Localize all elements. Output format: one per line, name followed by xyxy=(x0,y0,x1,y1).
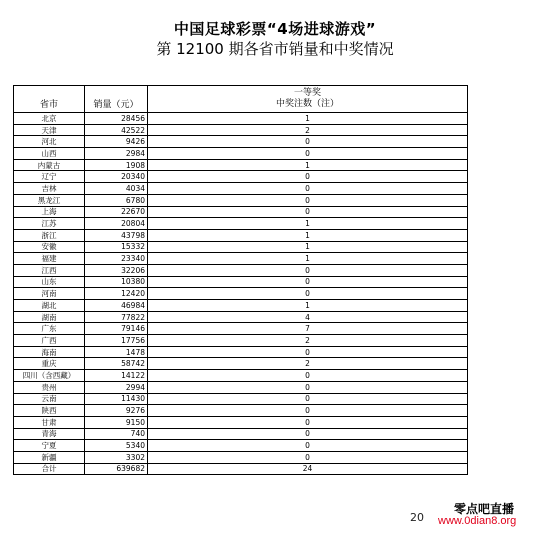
sales-table-body xyxy=(14,86,468,475)
sales-cell: 79146 xyxy=(85,323,148,335)
table-row xyxy=(14,124,468,136)
table-row xyxy=(14,183,468,195)
province-cell: 广东 xyxy=(14,323,85,335)
province-cell: 湖南 xyxy=(14,311,85,323)
table-row xyxy=(14,381,468,393)
table-row xyxy=(14,264,468,276)
province-cell: 河南 xyxy=(14,288,85,300)
winners-cell: 0 xyxy=(148,264,468,276)
table-row xyxy=(14,370,468,382)
sales-cell: 12420 xyxy=(85,288,148,300)
winners-cell: 0 xyxy=(148,171,468,183)
sales-cell: 28456 xyxy=(85,113,148,125)
province-cell: 广西 xyxy=(14,335,85,347)
table-row xyxy=(14,136,468,148)
watermark-site-name: 零点吧直播 xyxy=(454,502,515,516)
province-cell: 浙江 xyxy=(14,229,85,241)
winners-cell: 0 xyxy=(148,346,468,358)
sales-cell: 1478 xyxy=(85,346,148,358)
table-row xyxy=(14,346,468,358)
table-row xyxy=(14,206,468,218)
table-row xyxy=(14,428,468,440)
table-row xyxy=(14,159,468,171)
winners-cell: 4 xyxy=(148,311,468,323)
sales-cell: 9276 xyxy=(85,405,148,417)
header-prize-level: 一等奖 xyxy=(293,88,321,98)
province-cell: 吉林 xyxy=(14,183,85,195)
province-cell: 河北 xyxy=(14,136,85,148)
winners-cell: 1 xyxy=(148,241,468,253)
table-row xyxy=(14,311,468,323)
winners-cell: 0 xyxy=(148,428,468,440)
table-row xyxy=(14,276,468,288)
sales-cell: 11430 xyxy=(85,393,148,405)
province-cell: 辽宁 xyxy=(14,171,85,183)
winners-cell: 0 xyxy=(148,206,468,218)
province-cell: 湖北 xyxy=(14,300,85,312)
winners-cell: 0 xyxy=(148,393,468,405)
sales-table xyxy=(13,85,468,475)
sales-cell: 20804 xyxy=(85,218,148,230)
winners-cell: 0 xyxy=(148,136,468,148)
sales-cell: 42522 xyxy=(85,124,148,136)
sales-cell: 6780 xyxy=(85,194,148,206)
sales-cell: 22670 xyxy=(85,206,148,218)
table-row xyxy=(14,416,468,428)
sales-cell: 3302 xyxy=(85,451,148,463)
table-row xyxy=(14,323,468,335)
page-subtitle: 第 12100 期各省市销量和中奖情况 xyxy=(156,40,394,58)
province-cell: 四川（含西藏） xyxy=(14,370,85,382)
table-row xyxy=(14,335,468,347)
sales-cell: 15332 xyxy=(85,241,148,253)
winners-cell: 1 xyxy=(148,159,468,171)
province-cell: 黑龙江 xyxy=(14,194,85,206)
winners-cell: 2 xyxy=(148,358,468,370)
province-cell: 北京 xyxy=(14,113,85,125)
winners-cell: 1 xyxy=(148,300,468,312)
province-cell: 上海 xyxy=(14,206,85,218)
sales-cell: 740 xyxy=(85,428,148,440)
sales-cell: 2994 xyxy=(85,381,148,393)
winners-cell: 0 xyxy=(148,276,468,288)
province-cell: 重庆 xyxy=(14,358,85,370)
winners-cell: 0 xyxy=(148,440,468,452)
sales-cell: 9426 xyxy=(85,136,148,148)
province-cell: 福建 xyxy=(14,253,85,265)
winners-cell: 0 xyxy=(148,194,468,206)
winners-cell: 0 xyxy=(148,183,468,195)
sales-cell: 43798 xyxy=(85,229,148,241)
table-row xyxy=(14,405,468,417)
province-cell: 宁夏 xyxy=(14,440,85,452)
winners-cell: 0 xyxy=(148,288,468,300)
sales-cell: 32206 xyxy=(85,264,148,276)
table-row xyxy=(14,253,468,265)
province-cell: 江苏 xyxy=(14,218,85,230)
province-cell: 内蒙古 xyxy=(14,159,85,171)
winners-cell: 1 xyxy=(148,253,468,265)
table-row xyxy=(14,393,468,405)
winners-cell: 2 xyxy=(148,335,468,347)
winners-cell: 0 xyxy=(148,148,468,160)
sales-cell: 20340 xyxy=(85,171,148,183)
province-cell: 云南 xyxy=(14,393,85,405)
sales-cell: 4034 xyxy=(85,183,148,195)
table-row xyxy=(14,241,468,253)
sales-cell: 58742 xyxy=(85,358,148,370)
winners-cell: 0 xyxy=(148,405,468,417)
table-row xyxy=(14,463,468,475)
sales-cell: 10380 xyxy=(85,276,148,288)
province-cell: 山西 xyxy=(14,148,85,160)
sales-cell: 5340 xyxy=(85,440,148,452)
page-title: 中国足球彩票“4场进球游戏” xyxy=(173,20,377,38)
sales-cell: 639682 xyxy=(85,463,148,475)
winners-cell: 1 xyxy=(148,229,468,241)
table-row xyxy=(14,300,468,312)
sales-cell: 46984 xyxy=(85,300,148,312)
table-row xyxy=(14,229,468,241)
province-cell: 贵州 xyxy=(14,381,85,393)
province-cell: 天津 xyxy=(14,124,85,136)
table-row xyxy=(14,451,468,463)
winners-cell: 0 xyxy=(148,416,468,428)
header-province: 省市 xyxy=(14,86,85,113)
winners-cell: 0 xyxy=(148,370,468,382)
sales-cell: 1908 xyxy=(85,159,148,171)
table-row xyxy=(14,218,468,230)
province-cell: 新疆 xyxy=(14,451,85,463)
header-sales: 销量（元） xyxy=(85,86,148,113)
province-cell: 甘肃 xyxy=(14,416,85,428)
table-row xyxy=(14,171,468,183)
province-cell: 江西 xyxy=(14,264,85,276)
province-cell: 陕西 xyxy=(14,405,85,417)
header-prize-count: 中奖注数（注） xyxy=(275,99,339,109)
winners-cell: 1 xyxy=(148,218,468,230)
watermark-url[interactable]: www.0dian8.org xyxy=(438,515,517,527)
winners-cell: 0 xyxy=(148,451,468,463)
province-cell: 海南 xyxy=(14,346,85,358)
sales-cell: 2984 xyxy=(85,148,148,160)
sales-cell: 17756 xyxy=(85,335,148,347)
province-cell: 安徽 xyxy=(14,241,85,253)
winners-cell: 2 xyxy=(148,124,468,136)
province-cell: 青海 xyxy=(14,428,85,440)
table-header-row xyxy=(14,86,468,113)
winners-cell: 7 xyxy=(148,323,468,335)
winners-cell: 1 xyxy=(148,113,468,125)
table-row xyxy=(14,358,468,370)
table-row xyxy=(14,113,468,125)
table-row xyxy=(14,194,468,206)
sales-cell: 23340 xyxy=(85,253,148,265)
sales-cell: 14122 xyxy=(85,370,148,382)
table-row xyxy=(14,288,468,300)
table-row xyxy=(14,440,468,452)
header-prize xyxy=(148,86,468,113)
sales-cell: 77822 xyxy=(85,311,148,323)
footer-date-fragment: 20 xyxy=(410,511,424,524)
sales-cell: 9150 xyxy=(85,416,148,428)
winners-cell: 24 xyxy=(148,463,468,475)
table-row xyxy=(14,148,468,160)
province-cell: 合计 xyxy=(14,463,85,475)
winners-cell: 0 xyxy=(148,381,468,393)
province-cell: 山东 xyxy=(14,276,85,288)
